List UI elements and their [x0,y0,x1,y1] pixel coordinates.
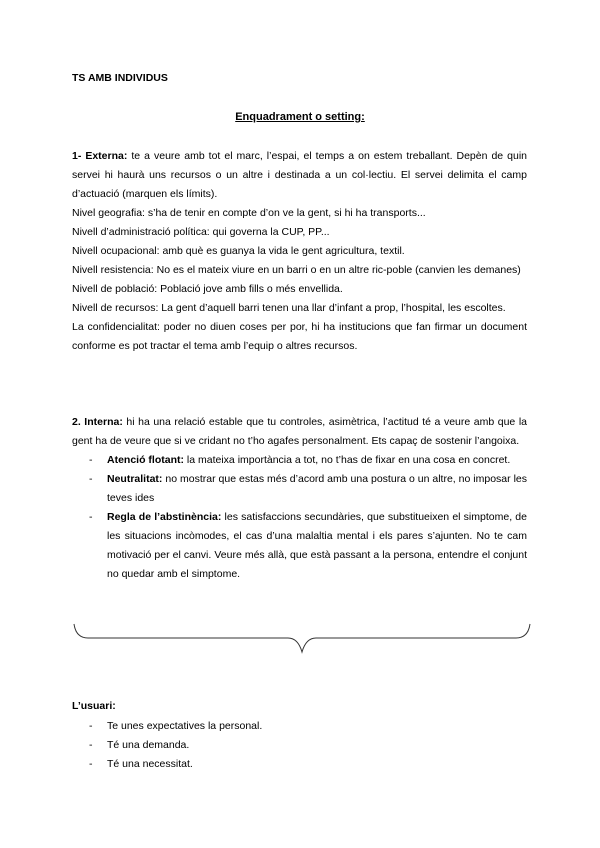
usuari-list [72,717,527,774]
usuari-section [72,717,527,774]
level-administracio: Nivell d’administració política: qui governa la CUP, PP... [72,226,330,238]
usuari-item [72,736,527,755]
section-heading: Enquadrament o setting: [235,111,365,123]
term-regla-abstinencia: Regla de l’abstinència: [107,511,222,523]
externa-section [72,147,527,356]
text-neutralitat: no mostrar que estas més d’acord amb una postura o un altre, no imposar les teves ides [107,473,527,504]
list-item-atencio-flotant [72,451,527,470]
usuari-item [72,717,527,736]
dash-bullet: - [89,758,93,770]
interna-section [72,413,527,584]
text-regla-abstinencia: les satisfaccions secundàries, que substitueixen el simptome, de les situacions incòmodes, el cas d’una malaltia mental i els pares s’ajunten. No te cam motivació per el canvi. Veure més allà, que està passant a la persona, entendre el conjunt no quedar amb el simptome. [107,511,527,580]
externa-text: te a veure amb tot el marc, l’espai, el temps a on estem treballant. Depèn de quin servei hi haurà uns recursos o un altre i destinada a un col·lectiu. El servei delimita el camp d’actuació (marquen els límits). [72,150,527,200]
level-ocupacional: Nivell ocupacional: amb què es guanya la vida le gent agricultura, textil. [72,245,405,257]
dash-bullet: - [89,720,93,732]
level-recursos: Nivell de recursos: La gent d’aquell barri tenen una llar d’infant a prop, l’hospital, les escoltes. [72,302,506,314]
usuari-heading: L’usuari: [72,700,116,712]
dash-bullet: - [89,473,93,485]
externa-label: 1- Externa: [72,150,128,162]
interna-list [72,451,527,584]
externa-paragraph [72,147,527,204]
term-atencio-flotant: Atenció flotant: [107,454,184,466]
document-title: TS AMB INDIVIDUS [72,72,168,84]
dash-bullet: - [89,454,93,466]
interna-paragraph [72,413,527,451]
interna-text: hi ha una relació estable que tu controles, asimètrica, l’actitud té a veure amb que la gent ha de veure que si ve cridant no t’ho agafes personalment. Ets capaç de sostenir l’angoixa. [72,416,527,447]
text-atencio-flotant: la mateixa importància a tot, no t’has de fixar en una cosa en concret. [184,454,511,466]
usuari-item-text: Té una demanda. [107,739,190,751]
dash-bullet: - [89,739,93,751]
usuari-item [72,755,527,774]
list-item-regla-abstinencia [72,508,527,584]
confidencialitat: La confidencialitat: poder no diuen coses per por, hi ha institucions que fan firmar un document conforme es pot tractar el tema amb l’equip o altres recursos. [72,321,527,352]
level-poblacio: Nivell de població: Població jove amb fills o més envellida. [72,283,343,295]
term-neutralitat: Neutralitat: [107,473,163,485]
usuari-item-text: Te unes expectatives la personal. [107,720,263,732]
usuari-item-text: Té una necessitat. [107,758,193,770]
level-geografia: Nivel geografia: s’ha de tenir en compte d’on ve la gent, si hi ha transports... [72,207,426,219]
curly-brace-decoration [72,622,532,656]
interna-label: 2. Interna: [72,416,123,428]
level-resistencia: Nivell resistencia: No es el mateix viure en un barri o en un altre ric-poble (canvien les demanes) [72,264,521,276]
list-item-neutralitat [72,470,527,508]
dash-bullet: - [89,511,93,523]
